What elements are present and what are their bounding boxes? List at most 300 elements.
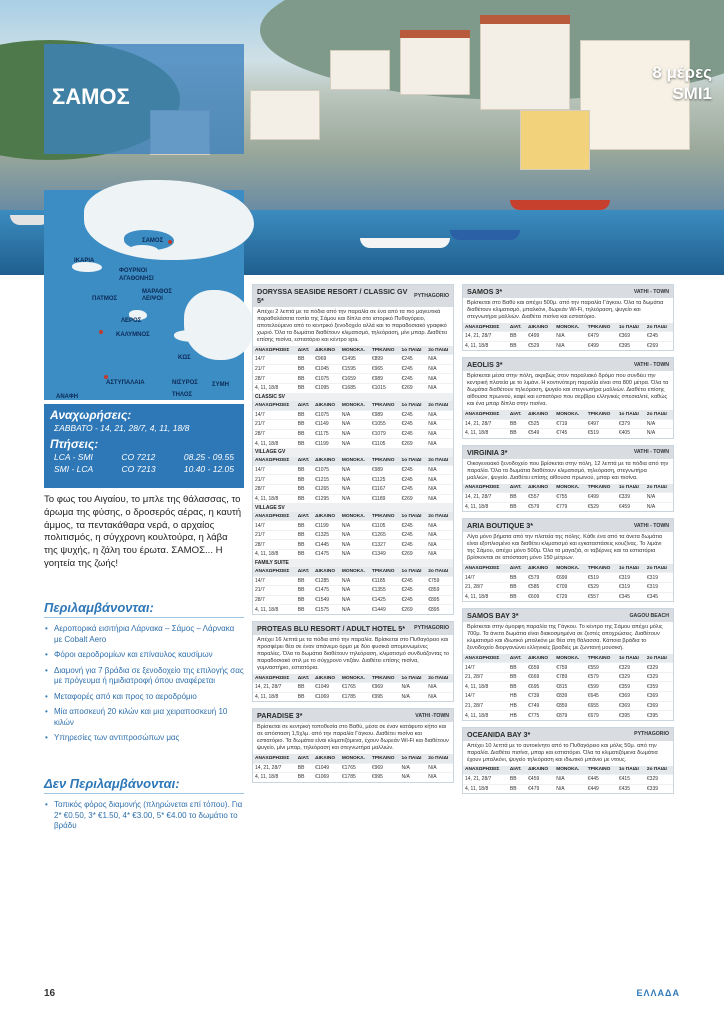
price-cell: €1105 [370,521,400,531]
column-header: 2ο ΠΑΙΔΙ [426,457,453,466]
column-header: ΤΡΙΚΛΙΝΟ [370,512,400,521]
hotel-description: Απέχει 2 λεπτά με τα πόδια από την παραλία σε ένα από τα πιο μαγευτικά παραθαλάσσια τοπία της Σάμου και δίπλα στο ιστορικό Πυθαγόρειο, αποτελούμενο από το κεντρικό ξενοδοχείο αλλά και το παραδοσιακό γραφικό χωριό. Όλα τα δωμάτια διαθέτουν κλιματισμό, τηλεόραση, μίνι μπαρ. Διαθέτει επίσης πισίνα, εστιατόριο και κέντρο spa. [257,309,448,343]
price-cell: €739 [526,692,554,702]
price-cell: BB [296,465,313,475]
price-header-row [253,346,453,355]
column-header: ΤΡΙΚΛΙΝΟ [370,401,400,410]
column-header: 2ο ΠΑΙΔΙ [426,401,453,410]
price-cell: €339 [645,784,673,793]
price-cell: €1327 [370,540,400,550]
price-cell: 14, 21, 28/7 [253,683,296,693]
section-label: ΕΛΛΑΔΑ [636,988,680,998]
price-cell: €497 [586,419,617,429]
price-cell: 14/7 [463,692,508,702]
price-cell: 4, 11, 18/8 [253,692,296,701]
hotel-name: ARIA BOUTIQUE 3* [467,521,534,531]
flight-row [44,451,244,463]
column-header: ΤΡΙΚΛΙΝΟ [586,323,617,332]
price-cell: BB [296,383,313,392]
column-header: 1ο ΠΑΙΔΙ [617,766,645,775]
price-cell: €479 [526,784,554,793]
hotel-card [252,708,454,782]
column-header: ΔΙΑΤ. [508,766,526,775]
price-cell: BB [296,439,313,448]
price-cell: €1265 [370,530,400,540]
table-row [253,683,453,693]
map-label-kalymnos: ΚΑΛΥΜΝΟΣ [116,332,150,338]
price-cell: N/A [554,341,585,350]
price-cell: BB [296,605,313,614]
hotel-header [463,728,673,741]
price-cell: BB [296,364,313,374]
hotel-location: VATHI -TOWN [415,712,449,719]
price-cell: 4, 11, 18/8 [253,550,296,559]
price-cell: HB [508,692,526,702]
price-cell: €529 [586,582,617,592]
price-cell: €519 [586,429,617,438]
price-cell: BB [296,586,313,596]
price-cell: €459 [526,775,554,785]
price-cell: BB [296,429,313,439]
price-cell: €1325 [313,530,340,540]
not-included-title: Δεν Περιλαμβάνονται: [44,776,244,794]
table-row [253,494,453,503]
price-cell: N/A [426,494,453,503]
price-cell: €245 [400,521,427,531]
price-cell: €699 [554,573,585,583]
price-cell: BB [508,592,526,601]
price-cell: €995 [370,773,400,782]
column-header: ΤΡΙΚΛΙΝΟ [586,410,617,419]
price-cell: N/A [426,540,453,550]
price-cell: N/A [426,773,453,782]
column-header: 2ο ΠΑΙΔΙ [645,564,673,573]
price-cell: €1049 [313,763,340,773]
map-label-ikaria: ΙΚΑΡΙΑ [74,258,95,264]
price-cell: €749 [526,701,554,711]
price-cell: 14/7 [253,521,296,531]
price-cell: €1075 [313,465,340,475]
price-cell: BB [508,672,526,682]
column-header: 1ο ΠΑΙΔΙ [617,410,645,419]
table-row [463,341,673,350]
not-included-list [44,800,244,837]
destination-title: ΣΑΜΟΣ [52,84,130,109]
price-cell: €709 [554,582,585,592]
list-item: • Διαμονή για 7 βράδια σε ξενοδοχείο της επιλογής σας με πρόγευμα ή ημιδιατροφή όπου αναφέρεται [44,666,244,687]
price-cell: €579 [586,672,617,682]
price-cell: €269 [400,494,427,503]
column-header: ΤΡΙΚΛΙΝΟ [586,564,617,573]
price-cell: 28/7 [253,595,296,605]
hotel-header [463,519,673,532]
price-cell: €319 [645,573,673,583]
price-cell: €1575 [313,605,340,614]
column-header: ΜΟΝΟΚΛ. [554,323,585,332]
price-cell: €719 [554,419,585,429]
price-cell: €775 [526,711,554,720]
price-cell: €1595 [340,364,370,374]
price-cell: BB [296,410,313,420]
column-header: ΤΡΙΚΛΙΝΟ [370,754,400,763]
price-cell: 14/7 [253,355,296,365]
intro-text: Το φως του Αιγαίου, το μπλε της θάλασσας, το άρωμα της φύσης, ο δροσερός αέρας, η καυτή άμμος, τα πεντακάθαρα νερά, ο αρχαίος πολιτισμός, η σύγχρονη κουλτούρα, η λάβα της ψυχής, η ζάλη του έρωτα. ΣΑΜΟΣ... Η γοητεία της ζωής! [44,494,242,569]
price-cell: €395 [645,711,673,720]
price-cell: €245 [400,374,427,384]
table-row [463,663,673,673]
price-cell: 14/7 [253,576,296,586]
price-cell: €245 [400,475,427,485]
table-row [463,492,673,502]
column-header: ΔΙΚΛΙΝΟ [526,323,554,332]
price-cell: 21/7 [253,586,296,596]
price-cell: BB [296,420,313,430]
hotel-name: SAMOS 3* [467,287,503,296]
price-cell: BB [508,682,526,692]
hotels-column-right [462,284,674,800]
price-cell: €1045 [313,364,340,374]
price-cell: €245 [400,540,427,550]
hotel-card [252,621,454,702]
flight-row [44,463,244,475]
hotel-name: PARADISE 3* [257,711,303,721]
price-cell: 14, 21, 28/7 [463,419,508,429]
price-cell: €369 [617,692,645,702]
price-cell: €345 [645,592,673,601]
price-cell: N/A [340,586,370,596]
page-number: 16 [44,988,56,999]
price-header-row [463,323,673,332]
price-table [253,567,453,614]
price-cell: N/A [645,419,673,429]
price-cell: 21, 28/7 [463,582,508,592]
price-table [463,323,673,350]
room-type-label: VILLAGE SV [253,503,453,512]
price-cell: €1785 [340,773,370,782]
flights-title: Πτήσεις: [50,437,99,451]
column-header: ΔΙΚΛΙΝΟ [313,401,340,410]
price-cell: 28/7 [253,374,296,384]
price-cell: N/A [426,383,453,392]
departures-title: Αναχωρήσεις: [50,408,132,422]
price-cell: N/A [400,763,427,773]
table-row [253,439,453,448]
price-cell: €395 [617,341,645,350]
price-cell: 21/7 [253,420,296,430]
price-cell: N/A [340,485,370,495]
hotel-name: AEOLIS 3* [467,360,503,370]
price-cell: €245 [400,595,427,605]
price-cell: €1199 [313,521,340,531]
room-type-label: CLASSIC SV [253,393,453,402]
price-cell: €1095 [313,383,340,392]
column-header: ΜΟΝΟΚΛ. [340,674,370,683]
column-header: ΔΙΚΛΙΝΟ [526,410,554,419]
price-cell: BB [296,692,313,701]
price-cell: N/A [426,374,453,384]
column-header: ΜΟΝΟΚΛ. [340,346,370,355]
price-cell: N/A [340,605,370,614]
price-cell: €359 [645,682,673,692]
price-cell: €989 [370,374,400,384]
price-cell: €245 [400,586,427,596]
price-cell: €969 [370,763,400,773]
hotel-location: PYTHAGORIO [414,625,449,632]
table-row [253,692,453,701]
column-header: ΜΟΝΟΚΛ. [554,410,585,419]
price-cell: €245 [400,364,427,374]
price-cell: €815 [554,682,585,692]
column-header: ΔΙΑΤ. [508,323,526,332]
price-cell: N/A [426,521,453,531]
price-cell: N/A [426,429,453,439]
hotel-location: VATHI - TOWN [633,288,669,295]
price-cell: €329 [645,663,673,673]
table-row [463,711,673,720]
price-cell: BB [296,683,313,693]
table-row [253,605,453,614]
list-item: • Μία αποσκευή 20 κιλών και μια χειραποσκευή 10 κιλών [44,707,244,728]
price-cell: €1215 [313,475,340,485]
price-cell: €319 [645,582,673,592]
column-header: ΔΙΑΤ. [296,674,313,683]
table-row [253,530,453,540]
price-cell: 4, 11, 18/8 [253,439,296,448]
price-cell: €519 [586,573,617,583]
hotel-card [462,727,674,794]
price-cell: €329 [645,775,673,785]
column-header: ΜΟΝΟΚΛ. [554,766,585,775]
price-cell: BB [296,530,313,540]
map-label-astypalaia: ΑΣΤΥΠΑΛΑΙΑ [106,380,145,386]
price-cell: €755 [554,492,585,502]
price-cell: 28/7 [253,540,296,550]
column-header: ΜΟΝΟΚΛ. [340,567,370,576]
price-cell: BB [508,419,526,429]
table-row [253,540,453,550]
price-table [463,654,673,720]
price-cell: €549 [526,429,554,438]
price-cell: €1475 [313,550,340,559]
price-cell: N/A [426,530,453,540]
price-cell: €989 [370,465,400,475]
price-cell: €1295 [313,494,340,503]
column-header: ΔΙΑΤ. [296,754,313,763]
price-cell: BB [508,775,526,785]
price-cell: €655 [586,701,617,711]
flight-route: SMI - LCA [54,464,94,474]
price-cell: €269 [400,605,427,614]
table-row [253,576,453,586]
column-header: ΔΙΚΛΙΝΟ [313,346,340,355]
price-cell: BB [508,492,526,502]
price-header-row [253,567,453,576]
price-cell: €529 [586,502,617,511]
column-header: 2ο ΠΑΙΔΙ [426,346,453,355]
column-header: 2ο ΠΑΙΔΙ [645,766,673,775]
table-row [463,672,673,682]
column-header: ΔΙΚΛΙΝΟ [526,484,554,493]
price-cell: BB [296,773,313,782]
price-cell: N/A [426,364,453,374]
price-cell: BB [508,582,526,592]
hotel-description: Βρίσκεται μέσα στην πόλη, ακριβώς στον παραλιακό δρόμο που συνδέει την κεντρική πλατεία με το λιμάνι. Η κοντινότερη παραλία είναι στα 800 μέτρα. Όλα τα δωμάτια διαθέτουν τηλεόραση, ψυγείο και στεγνωτήρα μαλλιών. Διαθέτει επίσης αίθουσα πρωινού, καφέ και εστιατόριο που σερβίρει ελληνικές σπεσιαλιτέ, καθώς και ένα μπαρ δίπλα στην πισίνα. [467,373,669,408]
price-cell: BB [508,502,526,511]
map-label-nisyros: ΝΙΣΥΡΟΣ [172,380,198,386]
price-table [253,754,453,781]
column-header: ΤΡΙΚΛΙΝΟ [586,654,617,663]
table-row [253,485,453,495]
price-cell: €499 [526,332,554,342]
price-cell: BB [296,355,313,365]
price-cell: €679 [586,711,617,720]
price-cell: 4, 11, 18/8 [463,502,508,511]
price-cell: €1349 [370,550,400,559]
price-cell: €319 [617,573,645,583]
price-cell: 21/7 [253,364,296,374]
price-cell: €1015 [370,383,400,392]
price-cell: N/A [426,355,453,365]
column-header: ΑΝΑΧΩΡΗΣΕΙΣ [463,564,508,573]
price-cell: €695 [526,682,554,692]
price-table [253,512,453,559]
column-header: 1ο ΠΑΙΔΙ [400,754,427,763]
hotel-header [253,709,453,722]
price-table [253,674,453,701]
price-cell: €1495 [340,355,370,365]
included-list [44,624,244,749]
price-cell: €759 [554,663,585,673]
price-cell: 14/7 [253,410,296,420]
price-cell: N/A [554,332,585,342]
room-type-label: FAMILY SUITE [253,559,453,568]
price-table [463,564,673,601]
price-cell: €1445 [313,540,340,550]
table-row [253,364,453,374]
column-header: ΔΙΚΛΙΝΟ [313,567,340,576]
flight-code: CO 7213 [121,464,156,474]
hotel-header [463,358,673,371]
price-cell: €839 [554,692,585,702]
price-cell: 4, 11, 18/8 [253,383,296,392]
price-header-row [463,410,673,419]
price-cell: N/A [426,465,453,475]
price-cell: N/A [426,475,453,485]
price-cell: N/A [340,429,370,439]
price-cell: N/A [554,784,585,793]
price-cell: €499 [586,492,617,502]
price-cell: BB [508,573,526,583]
table-row [253,550,453,559]
price-cell: €1185 [370,576,400,586]
price-cell: 4, 11, 18/8 [463,682,508,692]
price-cell: N/A [340,521,370,531]
price-cell: €1475 [313,586,340,596]
price-cell: €1075 [313,410,340,420]
column-header: ΔΙΑΤ. [508,654,526,663]
price-cell: N/A [340,576,370,586]
hotel-card [462,608,674,721]
price-cell: €395 [617,711,645,720]
column-header: ΑΝΑΧΩΡΗΣΕΙΣ [253,457,296,466]
price-cell: €995 [370,692,400,701]
column-header: ΤΡΙΚΛΙΝΟ [370,674,400,683]
price-cell: €579 [526,573,554,583]
table-row [253,429,453,439]
price-cell: €645 [586,692,617,702]
price-header-row [253,674,453,683]
price-cell: €359 [617,682,645,692]
price-cell: €559 [586,663,617,673]
price-cell: €435 [617,784,645,793]
column-header: 1ο ΠΑΙΔΙ [400,401,427,410]
table-row [253,410,453,420]
price-table [253,457,453,504]
price-cell: €329 [617,672,645,682]
column-header: 2ο ΠΑΙΔΙ [426,567,453,576]
column-header: ΜΟΝΟΚΛ. [554,564,585,573]
price-cell: €557 [586,592,617,601]
price-cell: N/A [340,540,370,550]
price-cell: N/A [340,439,370,448]
price-cell: €1355 [370,586,400,596]
column-header: ΜΟΝΟΚΛ. [340,754,370,763]
price-cell: €1069 [313,692,340,701]
price-cell: €599 [586,682,617,692]
hotel-card [462,445,674,512]
price-cell: €1685 [340,383,370,392]
price-cell: BB [508,663,526,673]
column-header: ΤΡΙΚΛΙΝΟ [370,346,400,355]
island-map [44,190,244,400]
price-table [253,346,453,393]
column-header: ΔΙΚΛΙΝΟ [526,654,554,663]
flight-route: LCA - SMI [54,452,93,462]
departure-days: ΣΑΒΒΑΤΟ - 14, 21, 28/7, 4, 11, 18/8 [54,423,190,433]
price-cell: N/A [340,410,370,420]
price-cell: N/A [426,420,453,430]
price-header-row [463,766,673,775]
price-header-row [253,754,453,763]
column-header: 1ο ΠΑΙΔΙ [617,484,645,493]
column-header: ΔΙΚΛΙΝΟ [313,674,340,683]
price-header-row [253,512,453,521]
price-cell: €859 [426,586,453,596]
hotel-header [463,609,673,622]
column-header: ΔΙΚΛΙΝΟ [526,766,554,775]
table-row [463,701,673,711]
price-cell: €879 [554,711,585,720]
list-item: • Φόροι αεροδρομίων και επίναυλος καυσίμων [44,650,244,661]
price-cell: 14/7 [463,663,508,673]
price-cell: 4, 11, 18/8 [463,711,508,720]
price-cell: €269 [400,383,427,392]
hotel-location: VATHI - TOWN [633,361,669,368]
price-cell: €525 [526,419,554,429]
price-cell: €369 [617,332,645,342]
column-header: ΔΙΑΤ. [296,512,313,521]
price-cell: €1167 [370,485,400,495]
table-row [253,595,453,605]
price-cell: €1285 [313,576,340,586]
column-header: ΤΡΙΚΛΙΝΟ [586,484,617,493]
price-cell: 28/7 [253,429,296,439]
column-header: ΔΙΚΛΙΝΟ [313,754,340,763]
price-cell: N/A [554,775,585,785]
hotel-location: PYTHAGORIO [414,293,449,299]
hotel-card [252,284,454,615]
price-cell: €557 [526,492,554,502]
